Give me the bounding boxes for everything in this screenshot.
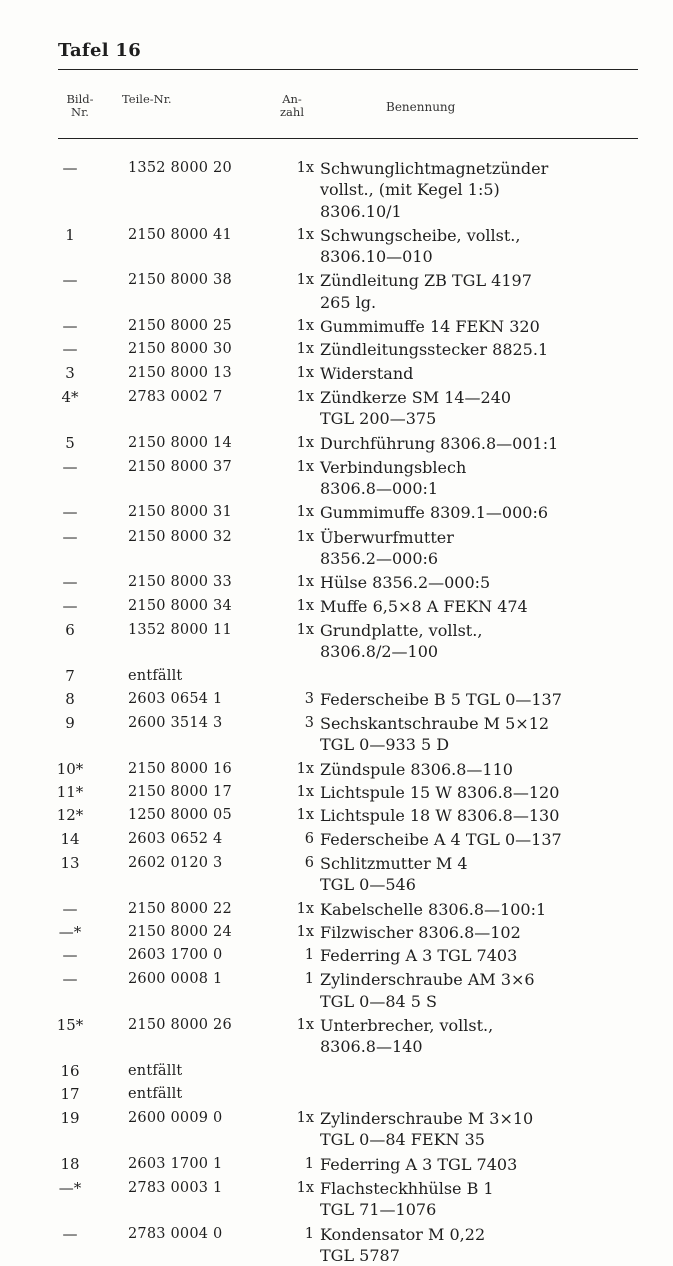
- benennung-cell: [320, 945, 650, 966]
- teile-nr-cell: 2150 8000 17: [128, 784, 232, 801]
- teile-nr-cell: 2603 1700 1: [128, 1155, 223, 1172]
- benennung-cell: [320, 829, 650, 850]
- benennung-cell: [320, 158, 650, 222]
- anzahl-cell: 6: [304, 854, 314, 871]
- benennung-line: TGL 0—84 5 S: [320, 991, 438, 1011]
- teile-nr-cell: 2150 8000 14: [128, 434, 232, 451]
- benennung-line: 8306.8—000:1: [320, 479, 439, 499]
- benennung-cell: [320, 1178, 650, 1221]
- table-row: [0, 270, 673, 313]
- benennung-cell: [320, 689, 650, 710]
- teile-nr-cell: 2150 8000 41: [128, 226, 232, 243]
- table-row: [0, 969, 673, 1012]
- bild-nr-cell: 15*: [56, 1015, 84, 1034]
- bild-nr-cell: 10*: [56, 759, 84, 778]
- benennung-line: Widerstand: [320, 363, 414, 383]
- benennung-line: 8306.10/1: [320, 201, 402, 221]
- benennung-line: Zylinderschraube M 3×10: [320, 1109, 534, 1129]
- benennung-cell: [320, 502, 650, 523]
- bild-nr-cell: —: [62, 1224, 78, 1243]
- teile-nr-cell: 2150 8000 31: [128, 504, 232, 521]
- benennung-line: Zündkerze SM 14—240: [320, 387, 512, 407]
- benennung-line: Federscheibe B 5 TGL 0—137: [320, 689, 562, 709]
- bild-nr-cell: —: [62, 340, 78, 359]
- teile-nr-cell: entfällt: [128, 1085, 183, 1102]
- teile-nr-cell: 2150 8000 13: [128, 364, 232, 381]
- anzahl-cell: 1x: [296, 1180, 314, 1197]
- benennung-line: 8306.8—140: [320, 1037, 423, 1057]
- bild-nr-cell: 5: [65, 433, 75, 452]
- bild-nr-cell: 4*: [61, 387, 79, 406]
- teile-nr-cell: 2600 0009 0: [128, 1110, 223, 1127]
- anzahl-cell: 1x: [296, 900, 314, 917]
- table-row: [0, 853, 673, 896]
- benennung-line: Federring A 3 TGL 7403: [320, 1154, 518, 1174]
- benennung-cell: [320, 620, 650, 663]
- table-row: [0, 1154, 673, 1175]
- benennung-cell: [320, 387, 650, 430]
- teile-nr-cell: 2150 8000 24: [128, 923, 232, 940]
- bild-nr-cell: —: [62, 317, 78, 336]
- table-row: [0, 1178, 673, 1221]
- benennung-line: TGL 200—375: [320, 409, 437, 429]
- teile-nr-cell: 2783 0004 0: [128, 1225, 223, 1242]
- teile-nr-cell: 2150 8000 25: [128, 318, 232, 335]
- benennung-cell: [320, 805, 650, 826]
- benennung-cell: [320, 363, 650, 384]
- anzahl-cell: 1x: [296, 574, 314, 591]
- table-row: [0, 1084, 673, 1105]
- anzahl-cell: 1x: [296, 760, 314, 777]
- teile-nr-cell: 2150 8000 34: [128, 597, 232, 614]
- benennung-line: 265 lg.: [320, 292, 377, 312]
- teile-nr-cell: 2150 8000 26: [128, 1016, 232, 1033]
- bild-nr-cell: 12*: [56, 806, 84, 825]
- bild-nr-cell: —: [62, 970, 78, 989]
- teile-nr-cell: 2603 0654 1: [128, 690, 223, 707]
- benennung-line: Zündleitungsstecker 8825.1: [320, 340, 549, 360]
- anzahl-cell: 1x: [296, 528, 314, 545]
- bild-nr-cell: —: [62, 946, 78, 965]
- anzahl-cell: 1x: [296, 318, 314, 335]
- table-row: [0, 713, 673, 756]
- teile-nr-cell: 1352 8000 11: [128, 621, 232, 638]
- column-header-bild-nr: [62, 93, 98, 119]
- benennung-line: Durchführung 8306.8—001:1: [320, 433, 559, 453]
- benennung-line: Kondensator M 0,22: [320, 1224, 486, 1244]
- benennung-line: Muffe 6,5×8 A FEKN 474: [320, 596, 528, 616]
- benennung-line: Schwungscheibe, vollst.,: [320, 225, 521, 245]
- table-row: [0, 945, 673, 966]
- benennung-cell: [320, 713, 650, 756]
- bild-nr-cell: 3: [65, 363, 75, 382]
- bild-nr-cell: 13: [60, 853, 80, 872]
- table-row: [0, 225, 673, 268]
- benennung-line: Zylinderschraube AM 3×6: [320, 970, 535, 990]
- anzahl-cell: 1x: [296, 621, 314, 638]
- teile-nr-cell: entfällt: [128, 667, 183, 684]
- benennung-line: TGL 0—546: [320, 875, 416, 895]
- table-row: [0, 1108, 673, 1151]
- teile-nr-cell: 2150 8000 32: [128, 528, 232, 545]
- table-row: [0, 387, 673, 430]
- anzahl-cell: 1x: [296, 807, 314, 824]
- table-row: [0, 596, 673, 617]
- benennung-line: Sechskantschraube M 5×12: [320, 714, 550, 734]
- benennung-line: Hülse 8356.2—000:5: [320, 573, 491, 593]
- bild-nr-cell: 6: [65, 620, 75, 639]
- bild-nr-cell: 18: [60, 1154, 80, 1173]
- bild-nr-cell: 7: [65, 666, 75, 685]
- table-row: [0, 457, 673, 500]
- teile-nr-cell: 1250 8000 05: [128, 807, 232, 824]
- benennung-cell: [320, 969, 650, 1012]
- benennung-cell: [320, 782, 650, 803]
- teile-nr-cell: 2150 8000 37: [128, 458, 232, 475]
- benennung-line: Überwurfmutter: [320, 527, 454, 547]
- benennung-cell: [320, 572, 650, 593]
- benennung-cell: [320, 316, 650, 337]
- benennung-cell: [320, 1224, 650, 1266]
- table-row: [0, 158, 673, 222]
- bild-nr-cell: —*: [58, 1179, 82, 1198]
- bild-nr-cell: 11*: [56, 783, 84, 802]
- benennung-line: Zündspule 8306.8—110: [320, 759, 513, 779]
- bild-nr-cell: 16: [60, 1061, 80, 1080]
- benennung-cell: [320, 759, 650, 780]
- benennung-line: Filzwischer 8306.8—102: [320, 922, 521, 942]
- benennung-cell: [320, 339, 650, 360]
- bild-nr-cell: —*: [58, 922, 82, 941]
- benennung-cell: [320, 270, 650, 313]
- bild-nr-cell: —: [62, 899, 78, 918]
- bild-nr-cell: 1: [65, 225, 75, 244]
- teile-nr-cell: 2783 0002 7: [128, 388, 223, 405]
- header-rule-top: [58, 69, 638, 70]
- table-row: [0, 899, 673, 920]
- teile-nr-cell: 1352 8000 20: [128, 160, 232, 176]
- benennung-line: Gummimuffe 8309.1—000:6: [320, 503, 549, 523]
- teile-nr-cell: 2600 3514 3: [128, 715, 223, 732]
- bild-nr-cell: —: [62, 573, 78, 592]
- bild-nr-cell: 17: [60, 1084, 80, 1103]
- benennung-line: Schlitzmutter M 4: [320, 853, 468, 873]
- benennung-cell: [320, 1015, 650, 1058]
- table-row: [0, 527, 673, 570]
- bild-nr-cell: —: [62, 457, 78, 476]
- anzahl-cell: 1: [304, 1155, 314, 1172]
- table-row: [0, 829, 673, 850]
- teile-nr-cell: 2150 8000 33: [128, 574, 232, 591]
- benennung-line: Lichtspule 15 W 8306.8—120: [320, 783, 560, 803]
- benennung-line: Flachsteckhhülse B 1: [320, 1179, 494, 1199]
- benennung-line: TGL 0—933 5 D: [320, 735, 450, 755]
- benennung-line: TGL 5787: [320, 1245, 400, 1265]
- benennung-cell: [320, 527, 650, 570]
- anzahl-cell: 1x: [296, 597, 314, 614]
- column-header-benennung: Benennung: [386, 100, 456, 114]
- teile-nr-cell: 2600 0008 1: [128, 971, 223, 988]
- table-row: [0, 666, 673, 687]
- table-row: [0, 1061, 673, 1082]
- benennung-cell: [320, 457, 650, 500]
- table-row: [0, 759, 673, 780]
- benennung-line: Zündleitung ZB TGL 4197: [320, 271, 532, 291]
- bild-nr-cell: —: [62, 596, 78, 615]
- teile-nr-cell: 2603 0652 4: [128, 830, 223, 847]
- anzahl-cell: 1x: [296, 504, 314, 521]
- anzahl-cell: 1x: [296, 388, 314, 405]
- anzahl-cell: 1: [304, 947, 314, 964]
- anzahl-cell: 1x: [296, 272, 314, 289]
- teile-nr-cell: 2602 0120 3: [128, 854, 223, 871]
- teile-nr-cell: 2603 1700 0: [128, 947, 223, 964]
- benennung-cell: [320, 1108, 650, 1151]
- teile-nr-cell: 2150 8000 22: [128, 900, 232, 917]
- anzahl-cell: 1x: [296, 364, 314, 381]
- benennung-line: 8306.10—010: [320, 247, 433, 267]
- table-row: [0, 782, 673, 803]
- benennung-cell: [320, 225, 650, 268]
- column-header-anzahl-line1: An-: [282, 92, 302, 106]
- anzahl-cell: 1x: [296, 434, 314, 451]
- anzahl-cell: 6: [304, 830, 314, 847]
- benennung-line: Gummimuffe 14 FEKN 320: [320, 317, 540, 337]
- anzahl-cell: 1x: [296, 226, 314, 243]
- teile-nr-cell: 2150 8000 16: [128, 760, 232, 777]
- bild-nr-cell: 8: [65, 689, 75, 708]
- anzahl-cell: 1: [304, 971, 314, 988]
- page-title: Tafel 16: [58, 40, 142, 61]
- column-header-teile-nr: Teile-Nr.: [122, 92, 172, 106]
- anzahl-cell: 1x: [296, 923, 314, 940]
- parts-table: [0, 158, 673, 1266]
- table-row: [0, 1015, 673, 1058]
- benennung-line: Schwunglichtmagnetzünder: [320, 159, 549, 178]
- benennung-line: Federring A 3 TGL 7403: [320, 946, 518, 966]
- column-header-bild-nr-line2: Nr.: [71, 105, 89, 119]
- anzahl-cell: 1x: [296, 1110, 314, 1127]
- table-row: [0, 572, 673, 593]
- benennung-line: TGL 0—84 FEKN 35: [320, 1130, 485, 1150]
- table-row: [0, 922, 673, 943]
- bild-nr-cell: —: [62, 527, 78, 546]
- benennung-line: Federscheibe A 4 TGL 0—137: [320, 829, 562, 849]
- teile-nr-cell: entfällt: [128, 1062, 183, 1079]
- bild-nr-cell: —: [62, 159, 78, 177]
- benennung-cell: [320, 1154, 650, 1175]
- benennung-line: Unterbrecher, vollst.,: [320, 1015, 494, 1035]
- benennung-line: TGL 71—1076: [320, 1200, 437, 1220]
- table-row: [0, 620, 673, 663]
- table-row: [0, 433, 673, 454]
- anzahl-cell: 1x: [296, 160, 314, 176]
- column-header-anzahl-line2: zahl: [280, 105, 304, 119]
- anzahl-cell: 1x: [296, 784, 314, 801]
- benennung-cell: [320, 596, 650, 617]
- benennung-line: vollst., (mit Kegel 1:5): [320, 180, 500, 200]
- benennung-line: Kabelschelle 8306.8—100:1: [320, 899, 547, 919]
- bild-nr-cell: 9: [65, 714, 75, 733]
- anzahl-cell: 1x: [296, 1016, 314, 1033]
- table-row: [0, 1224, 673, 1266]
- table-row: [0, 363, 673, 384]
- anzahl-cell: 1x: [296, 458, 314, 475]
- bild-nr-cell: —: [62, 503, 78, 522]
- benennung-line: Lichtspule 18 W 8306.8—130: [320, 806, 560, 826]
- benennung-line: 8356.2—000:6: [320, 549, 439, 569]
- anzahl-cell: 3: [304, 715, 314, 732]
- benennung-cell: [320, 922, 650, 943]
- teile-nr-cell: 2150 8000 38: [128, 272, 232, 289]
- bild-nr-cell: —: [62, 271, 78, 290]
- table-row: [0, 805, 673, 826]
- table-row: [0, 689, 673, 710]
- bild-nr-cell: 19: [60, 1109, 80, 1128]
- benennung-line: Verbindungsblech: [320, 457, 467, 477]
- teile-nr-cell: 2783 0003 1: [128, 1180, 223, 1197]
- anzahl-cell: 1: [304, 1225, 314, 1242]
- table-row: [0, 339, 673, 360]
- teile-nr-cell: 2150 8000 30: [128, 341, 232, 358]
- column-header-anzahl: [272, 93, 312, 119]
- benennung-line: Grundplatte, vollst.,: [320, 620, 483, 640]
- benennung-cell: [320, 433, 650, 454]
- table-row: [0, 316, 673, 337]
- column-header-bild-nr-line1: Bild-: [66, 92, 94, 106]
- benennung-cell: [320, 899, 650, 920]
- benennung-cell: [320, 853, 650, 896]
- header-rule-bottom: [58, 138, 638, 139]
- anzahl-cell: 3: [304, 690, 314, 707]
- bild-nr-cell: 14: [60, 829, 80, 848]
- anzahl-cell: 1x: [296, 341, 314, 358]
- table-row: [0, 502, 673, 523]
- benennung-line: 8306.8/2—100: [320, 642, 439, 662]
